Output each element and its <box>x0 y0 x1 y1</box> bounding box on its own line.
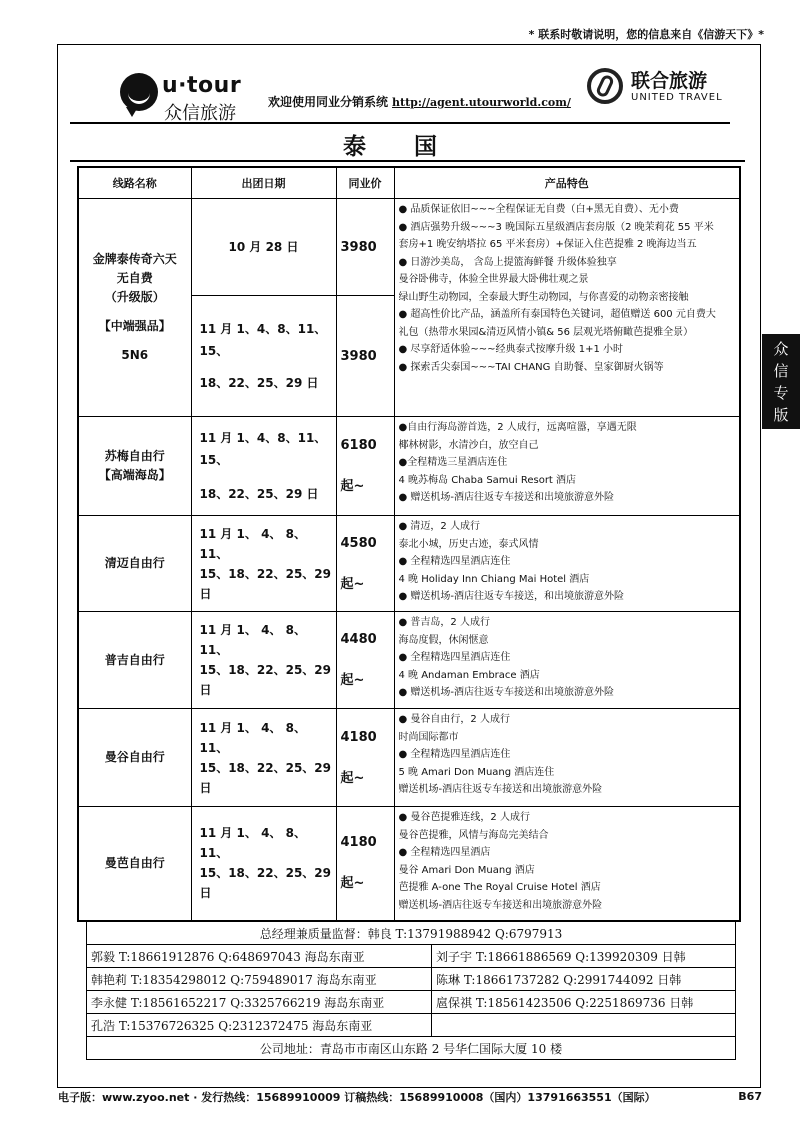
route-name <box>78 417 191 516</box>
header-divider <box>70 122 730 124</box>
feature-line: ● 探索舌尖泰国~~~TAI CHANG 自助餐、皇家御厨火锅等 <box>398 361 664 373</box>
price-value: 4480 <box>340 632 377 647</box>
contact-entry: 郭毅 T:18661912876 Q:648697043 海岛东南亚 <box>87 945 432 968</box>
title-divider <box>70 160 745 162</box>
feature-line: ● 全程精选四星酒店连住 <box>398 556 511 567</box>
table-row <box>78 199 740 417</box>
departure-dates <box>191 709 336 807</box>
agent-price <box>336 417 394 516</box>
feature-line: 4 晚 Andaman Embrace 酒店 <box>398 669 540 681</box>
feature-line: 椰林树影，水清沙白，放空自己 <box>398 439 539 451</box>
side-tab-char: 信 <box>773 362 789 380</box>
date-line: 日 <box>199 886 212 901</box>
welcome-banner <box>268 93 571 110</box>
route-name-line: 无自费 <box>116 271 153 285</box>
date-line: 11 月 1、 4、 8、 11、 <box>199 826 306 861</box>
date-line: 11 月 1、 4、 8、 11、 <box>199 720 306 755</box>
feature-line: ● 尽享舒适体验~~~经典泰式按摩升级 1+1 小时 <box>398 344 624 355</box>
agent-price <box>336 807 394 921</box>
date-line: 15、18、22、25、29 <box>199 760 331 775</box>
product-features <box>394 417 740 516</box>
table-row <box>78 612 740 709</box>
route-name-line: （升级版） <box>104 290 165 304</box>
price-suffix: 起~ <box>340 479 365 494</box>
price-value: 4180 <box>340 729 377 745</box>
feature-line: ● 全程精选四星酒店连住 <box>398 749 511 760</box>
feature-line: 套房+1 晚安纳塔拉 65 平米套房）+保证入住芭提雅 2 晚海边当五 <box>398 239 697 250</box>
contact-row <box>87 1014 736 1037</box>
agent-price <box>336 516 394 612</box>
feature-line: 4 晚 Holiday Inn Chiang Mai Hotel 酒店 <box>398 573 590 585</box>
table-header-row <box>78 167 740 199</box>
page-title: 泰 国 <box>342 134 457 160</box>
price-b: 3980 <box>337 295 394 416</box>
col-header-price: 同业价 <box>336 167 394 199</box>
date-line: 日 <box>199 683 212 697</box>
feature-line: 曼谷 Amari Don Muang 酒店 <box>398 864 535 876</box>
united-travel-cn: 联合旅游 <box>631 70 708 92</box>
product-features <box>394 199 740 417</box>
price-value: 4180 <box>340 835 377 851</box>
feature-line: ● 曼谷芭提雅连线，2 人成行 <box>398 812 530 823</box>
route-name: 曼谷自由行 <box>78 709 191 807</box>
price-a: 3980 <box>340 239 377 255</box>
feature-line: 4 晚苏梅岛 Chaba Samui Resort 酒店 <box>398 474 577 486</box>
feature-line: ● 曼谷自由行，2 人成行 <box>398 714 510 725</box>
route-name-line: 【中端强品】 <box>98 319 171 333</box>
col-header-route: 线路名称 <box>78 167 191 199</box>
date-line: 日 <box>199 780 212 795</box>
contact-entry: 刘子宇 T:18661886569 Q:139920309 日韩 <box>432 945 736 968</box>
feature-line: ● 日游沙美岛， 含岛上提篮海鲜餐 升级体验独享 <box>398 256 617 268</box>
price-value: 4580 <box>340 535 377 551</box>
departure-date-b <box>192 295 336 416</box>
utour-logo-en: u·tour <box>162 73 242 98</box>
feature-line: ● 普吉岛，2 人成行 <box>398 617 490 628</box>
price-suffix: 起~ <box>340 876 365 892</box>
date-line: 15、18、22、25、29 <box>199 866 331 881</box>
contact-entry: 李永健 T:18561652217 Q:3325766219 海岛东南亚 <box>87 991 432 1014</box>
route-name <box>78 199 191 417</box>
feature-line: ● 赠送机场-酒店往返专车接送和出境旅游意外险 <box>398 687 615 698</box>
contact-entry: 孔浩 T:15376726325 Q:2312372475 海岛东南亚 <box>87 1014 432 1037</box>
date-line: 15、18、22、25、29 <box>199 566 331 581</box>
source-notice: * 联系时敬请说明，您的信息来自《信游天下》* <box>528 28 764 41</box>
united-travel-logo-icon <box>587 68 623 104</box>
route-name-line: 苏梅自由行 <box>104 449 165 463</box>
date-line: 日 <box>199 586 212 601</box>
contact-row <box>87 922 736 945</box>
utour-logo <box>120 73 260 124</box>
product-features <box>394 612 740 709</box>
col-header-features: 产品特色 <box>394 167 740 199</box>
contact-entry: 陈琳 T:18661737282 Q:2991744092 日韩 <box>432 968 736 991</box>
table-row <box>78 516 740 612</box>
feature-line: 赠送机场-酒店往返专车接送和出境旅游意外险 <box>398 899 603 911</box>
product-features <box>394 807 740 921</box>
product-features <box>394 709 740 807</box>
side-tab-char: 众 <box>773 340 789 358</box>
date-line: 11 月 1、 4、 8、 11、 <box>199 526 306 561</box>
feature-line: ●全程精选三星酒店连住 <box>398 457 508 468</box>
footer-info: 电子版：www.zyoo.net · 发行热线：15689910009 订稿热线：15689910008（国内）13791663551（国际） <box>58 1091 656 1104</box>
feature-line: ● 全程精选四星酒店 <box>398 847 491 858</box>
utour-logo-icon <box>120 73 158 111</box>
contact-entry: 扈保祺 T:18561423506 Q:2251869736 日韩 <box>432 991 736 1014</box>
feature-line: ● 清迈，2 人成行 <box>398 521 480 532</box>
price-value: 6180 <box>340 438 377 453</box>
departure-dates <box>191 199 336 417</box>
contact-table <box>86 921 736 1060</box>
feature-line: 5 晚 Amari Don Muang 酒店连住 <box>398 766 555 778</box>
departure-dates <box>191 417 336 516</box>
feature-line: 曼谷芭提雅，风情与海岛完美结合 <box>398 829 549 841</box>
manager-contact: 总经理兼质量监督：韩良 T:13791988942 Q:6797913 <box>87 922 736 945</box>
route-name: 曼芭自由行 <box>78 807 191 921</box>
agent-price <box>336 612 394 709</box>
feature-line: 赠送机场-酒店往返专车接送和出境旅游意外险 <box>398 784 603 795</box>
side-tab-char: 专 <box>773 384 789 402</box>
feature-line: 泰北小城，历史古迹，泰式风情 <box>398 538 539 550</box>
feature-line: ● 赠送机场-酒店往返专车接送，和出境旅游意外险 <box>398 591 625 602</box>
contact-row <box>87 945 736 968</box>
side-tab-char: 版 <box>773 406 789 424</box>
route-name-line: 金牌泰传奇六天 <box>92 252 177 266</box>
page-number: B67 <box>738 1090 762 1103</box>
departure-dates <box>191 807 336 921</box>
route-name-line: 5N6 <box>121 348 149 362</box>
table-row <box>78 417 740 516</box>
side-tab <box>762 334 800 429</box>
product-features <box>394 516 740 612</box>
date-line: 11 月 1、 4、 8、 11、 <box>199 623 306 657</box>
feature-line: 时尚国际都市 <box>398 731 459 743</box>
feature-line: 芭提雅 A-one The Royal Cruise Hotel 酒店 <box>398 882 601 893</box>
feature-line: 海岛度假，休闲惬意 <box>398 634 489 646</box>
date-line: 11 月 1、4、8、11、15、 <box>199 322 327 358</box>
feature-line: 绿山野生动物园，全泰最大野生动物园，与你喜爱的动物亲密接触 <box>398 291 689 303</box>
price-suffix: 起~ <box>340 576 365 592</box>
contact-entry <box>432 1014 736 1037</box>
feature-line: 曼谷卧佛寺，体验全世界最大卧佛壮观之景 <box>398 274 589 285</box>
price-suffix: 起~ <box>340 673 365 688</box>
united-travel-logo <box>587 64 737 110</box>
table-row <box>78 709 740 807</box>
feature-line: ● 全程精选四星酒店连住 <box>398 652 511 663</box>
company-address: 公司地址：青岛市市南区山东路 2 号华仁国际大厦 10 楼 <box>87 1037 736 1060</box>
price-suffix: 起~ <box>340 770 365 786</box>
table-row <box>78 807 740 921</box>
feature-line: ● 赠送机场-酒店往返专车接送和出境旅游意外险 <box>398 492 615 503</box>
route-table <box>77 166 741 922</box>
contact-row <box>87 968 736 991</box>
feature-line: ● 品质保证依旧~~~全程保证无自费（白+黑无自费）、无小费 <box>398 204 679 215</box>
feature-line: ●自由行海岛游首选，2 人成行，远离喧嚣，享遇无限 <box>398 422 637 433</box>
united-travel-en: UNITED TRAVEL <box>631 92 723 103</box>
departure-date-a: 10 月 28 日 <box>228 240 299 254</box>
welcome-text: 欢迎使用同业分销系统 <box>268 95 389 109</box>
col-header-date: 出团日期 <box>191 167 336 199</box>
date-line: 15、18、22、25、29 <box>199 663 331 677</box>
feature-line: 礼包（热带水果园&清迈风情小镇& 56 层观光塔俯瞰芭提雅全景） <box>398 326 694 338</box>
agent-price <box>336 199 394 417</box>
contact-row <box>87 1037 736 1060</box>
agent-price <box>336 709 394 807</box>
utour-logo-cn: 众信旅游 <box>164 103 236 124</box>
departure-dates <box>191 612 336 709</box>
route-name-line: 【高端海岛】 <box>98 468 171 482</box>
date-line: 18、22、25、29 日 <box>199 376 319 390</box>
departure-dates <box>191 516 336 612</box>
feature-line: ● 酒店强势升级~~~3 晚国际五星级酒店套房版（2 晚茉莉花 55 平米 <box>398 221 714 233</box>
contact-row <box>87 991 736 1014</box>
route-name: 清迈自由行 <box>78 516 191 612</box>
route-name: 普吉自由行 <box>78 612 191 709</box>
date-line: 11 月 1、4、8、11、15、 <box>199 431 327 467</box>
feature-line: ● 超高性价比产品，涵盖所有泰国特色关键词，超值赠送 600 元自费大 <box>398 309 716 320</box>
date-line: 18、22、25、29 日 <box>199 487 319 501</box>
contact-entry: 韩艳莉 T:18354298012 Q:759489017 海岛东南亚 <box>87 968 432 991</box>
agent-url-link[interactable]: http://agent.utourworld.com/ <box>392 96 571 109</box>
